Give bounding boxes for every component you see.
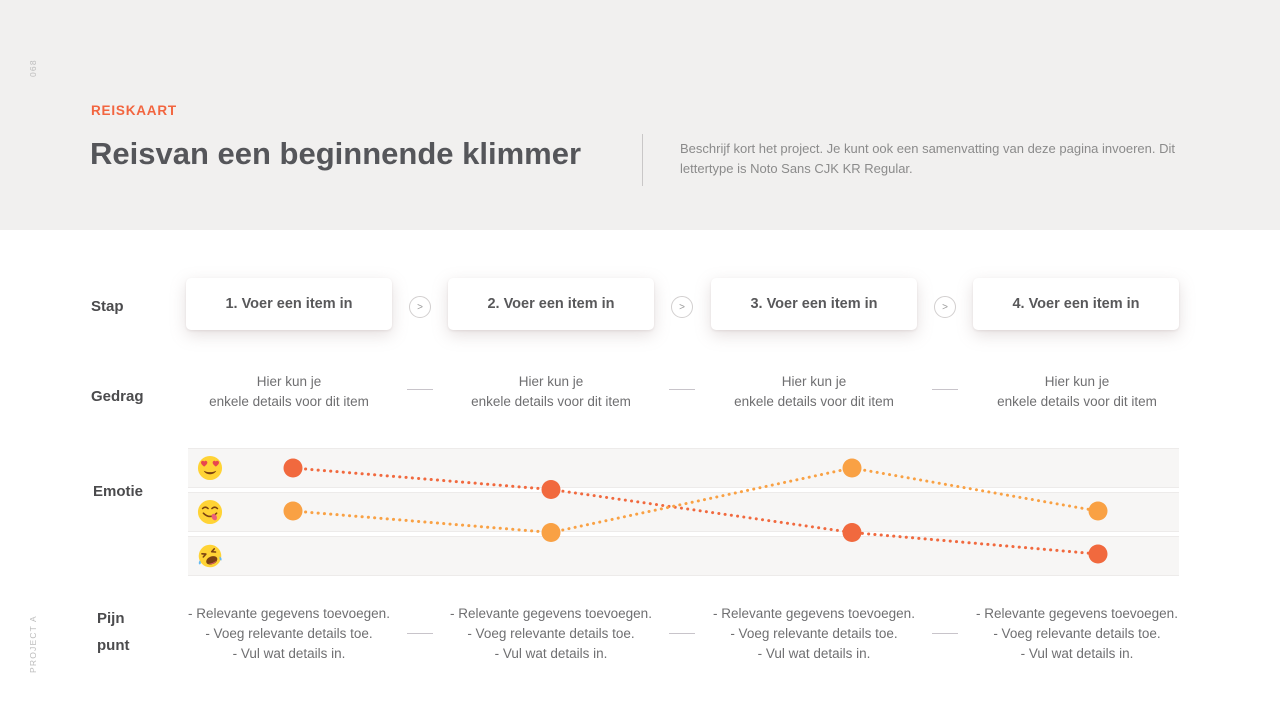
pain-points-1-line2: - Voeg relevante details toe. [205,626,373,641]
pain-points-4-line3: - Vul wat details in. [1020,646,1134,661]
pain-points-3-line1: - Relevante gegevens toevoegen. [713,606,915,621]
behavior-text-4-line1: Hier kun je [1044,374,1110,389]
emotion-point-s2-step3[interactable] [843,459,862,478]
pain-points-1-line3: - Vul wat details in. [232,646,346,661]
pain-divider-dash-2 [669,633,695,634]
eyebrow-label: REISKAART [91,103,177,118]
behavior-text-1[interactable] [174,372,404,412]
row-label-pijn-line1: Pijn [97,610,125,627]
row-label-gedrag: Gedrag [91,388,144,405]
pain-points-3-line2: - Voeg relevante details toe. [730,626,898,641]
behavior-text-2-line1: Hier kun je [518,374,584,389]
step-card-1[interactable]: 1. Voer een item in [186,278,392,330]
pain-points-4-line1: - Relevante gegevens toevoegen. [976,606,1178,621]
pain-points-2[interactable] [436,604,666,664]
pain-points-2-line1: - Relevante gegevens toevoegen. [450,606,652,621]
emotion-point-s2-step4[interactable] [1089,502,1108,521]
behavior-text-2-line2: enkele details voor dit item [471,394,631,409]
pain-points-4-line2: - Voeg relevante details toe. [993,626,1161,641]
behavior-text-2[interactable] [436,372,666,412]
emotion-point-s1-step1[interactable] [284,459,303,478]
step-card-4[interactable]: 4. Voer een item in [973,278,1179,330]
row-label-stap: Stap [91,298,124,315]
row-label-pijn-line2: punt [97,637,130,654]
emotion-point-s2-step2[interactable] [542,523,561,542]
emotion-point-s1-step2[interactable] [542,480,561,499]
step-arrow-icon-2: > [671,296,693,318]
step-card-3[interactable]: 3. Voer een item in [711,278,917,330]
header-band [0,0,1280,230]
page-number-vertical: 068 [28,59,38,77]
behavior-divider-dash-2 [669,389,695,390]
pain-divider-dash-1 [407,633,433,634]
emotion-line-1 [293,468,1098,554]
page-title[interactable]: Reisvan een beginnende klimmer [90,136,582,171]
emotion-point-s1-step4[interactable] [1089,545,1108,564]
behavior-text-1-line2: enkele details voor dit item [209,394,369,409]
row-label-emotie: Emotie [93,483,144,500]
behavior-text-1-line1: Hier kun je [256,374,322,389]
pain-divider-dash-3 [932,633,958,634]
behavior-text-4-line2: enkele details voor dit item [997,394,1157,409]
pain-points-1[interactable] [174,604,404,664]
pain-points-4[interactable] [962,604,1192,664]
header-description[interactable]: Beschrijf kort het project. Je kunt ook een samenvatting van deze pagina invoeren. Dit lettertype is Noto Sans CJK KR Regular. [680,141,1176,176]
pain-points-1-line1: - Relevante gegevens toevoegen. [188,606,390,621]
behavior-divider-dash-1 [407,389,433,390]
emotion-line-chart [188,440,1179,580]
pain-points-3-line3: - Vul wat details in. [757,646,871,661]
behavior-text-3-line1: Hier kun je [781,374,847,389]
step-arrow-icon-3: > [934,296,956,318]
project-label-vertical: PROJECT A [28,615,38,673]
pain-points-3[interactable] [699,604,929,664]
pain-points-2-line2: - Voeg relevante details toe. [467,626,635,641]
behavior-divider-dash-3 [932,389,958,390]
emotion-point-s2-step1[interactable] [284,502,303,521]
pain-points-2-line3: - Vul wat details in. [494,646,608,661]
step-arrow-icon-1: > [409,296,431,318]
behavior-text-3[interactable] [699,372,929,412]
header-divider [642,134,643,186]
behavior-text-3-line2: enkele details voor dit item [734,394,894,409]
step-card-2[interactable]: 2. Voer een item in [448,278,654,330]
behavior-text-4[interactable] [962,372,1192,412]
emotion-point-s1-step3[interactable] [843,523,862,542]
row-label-pijnpunt [97,605,129,659]
